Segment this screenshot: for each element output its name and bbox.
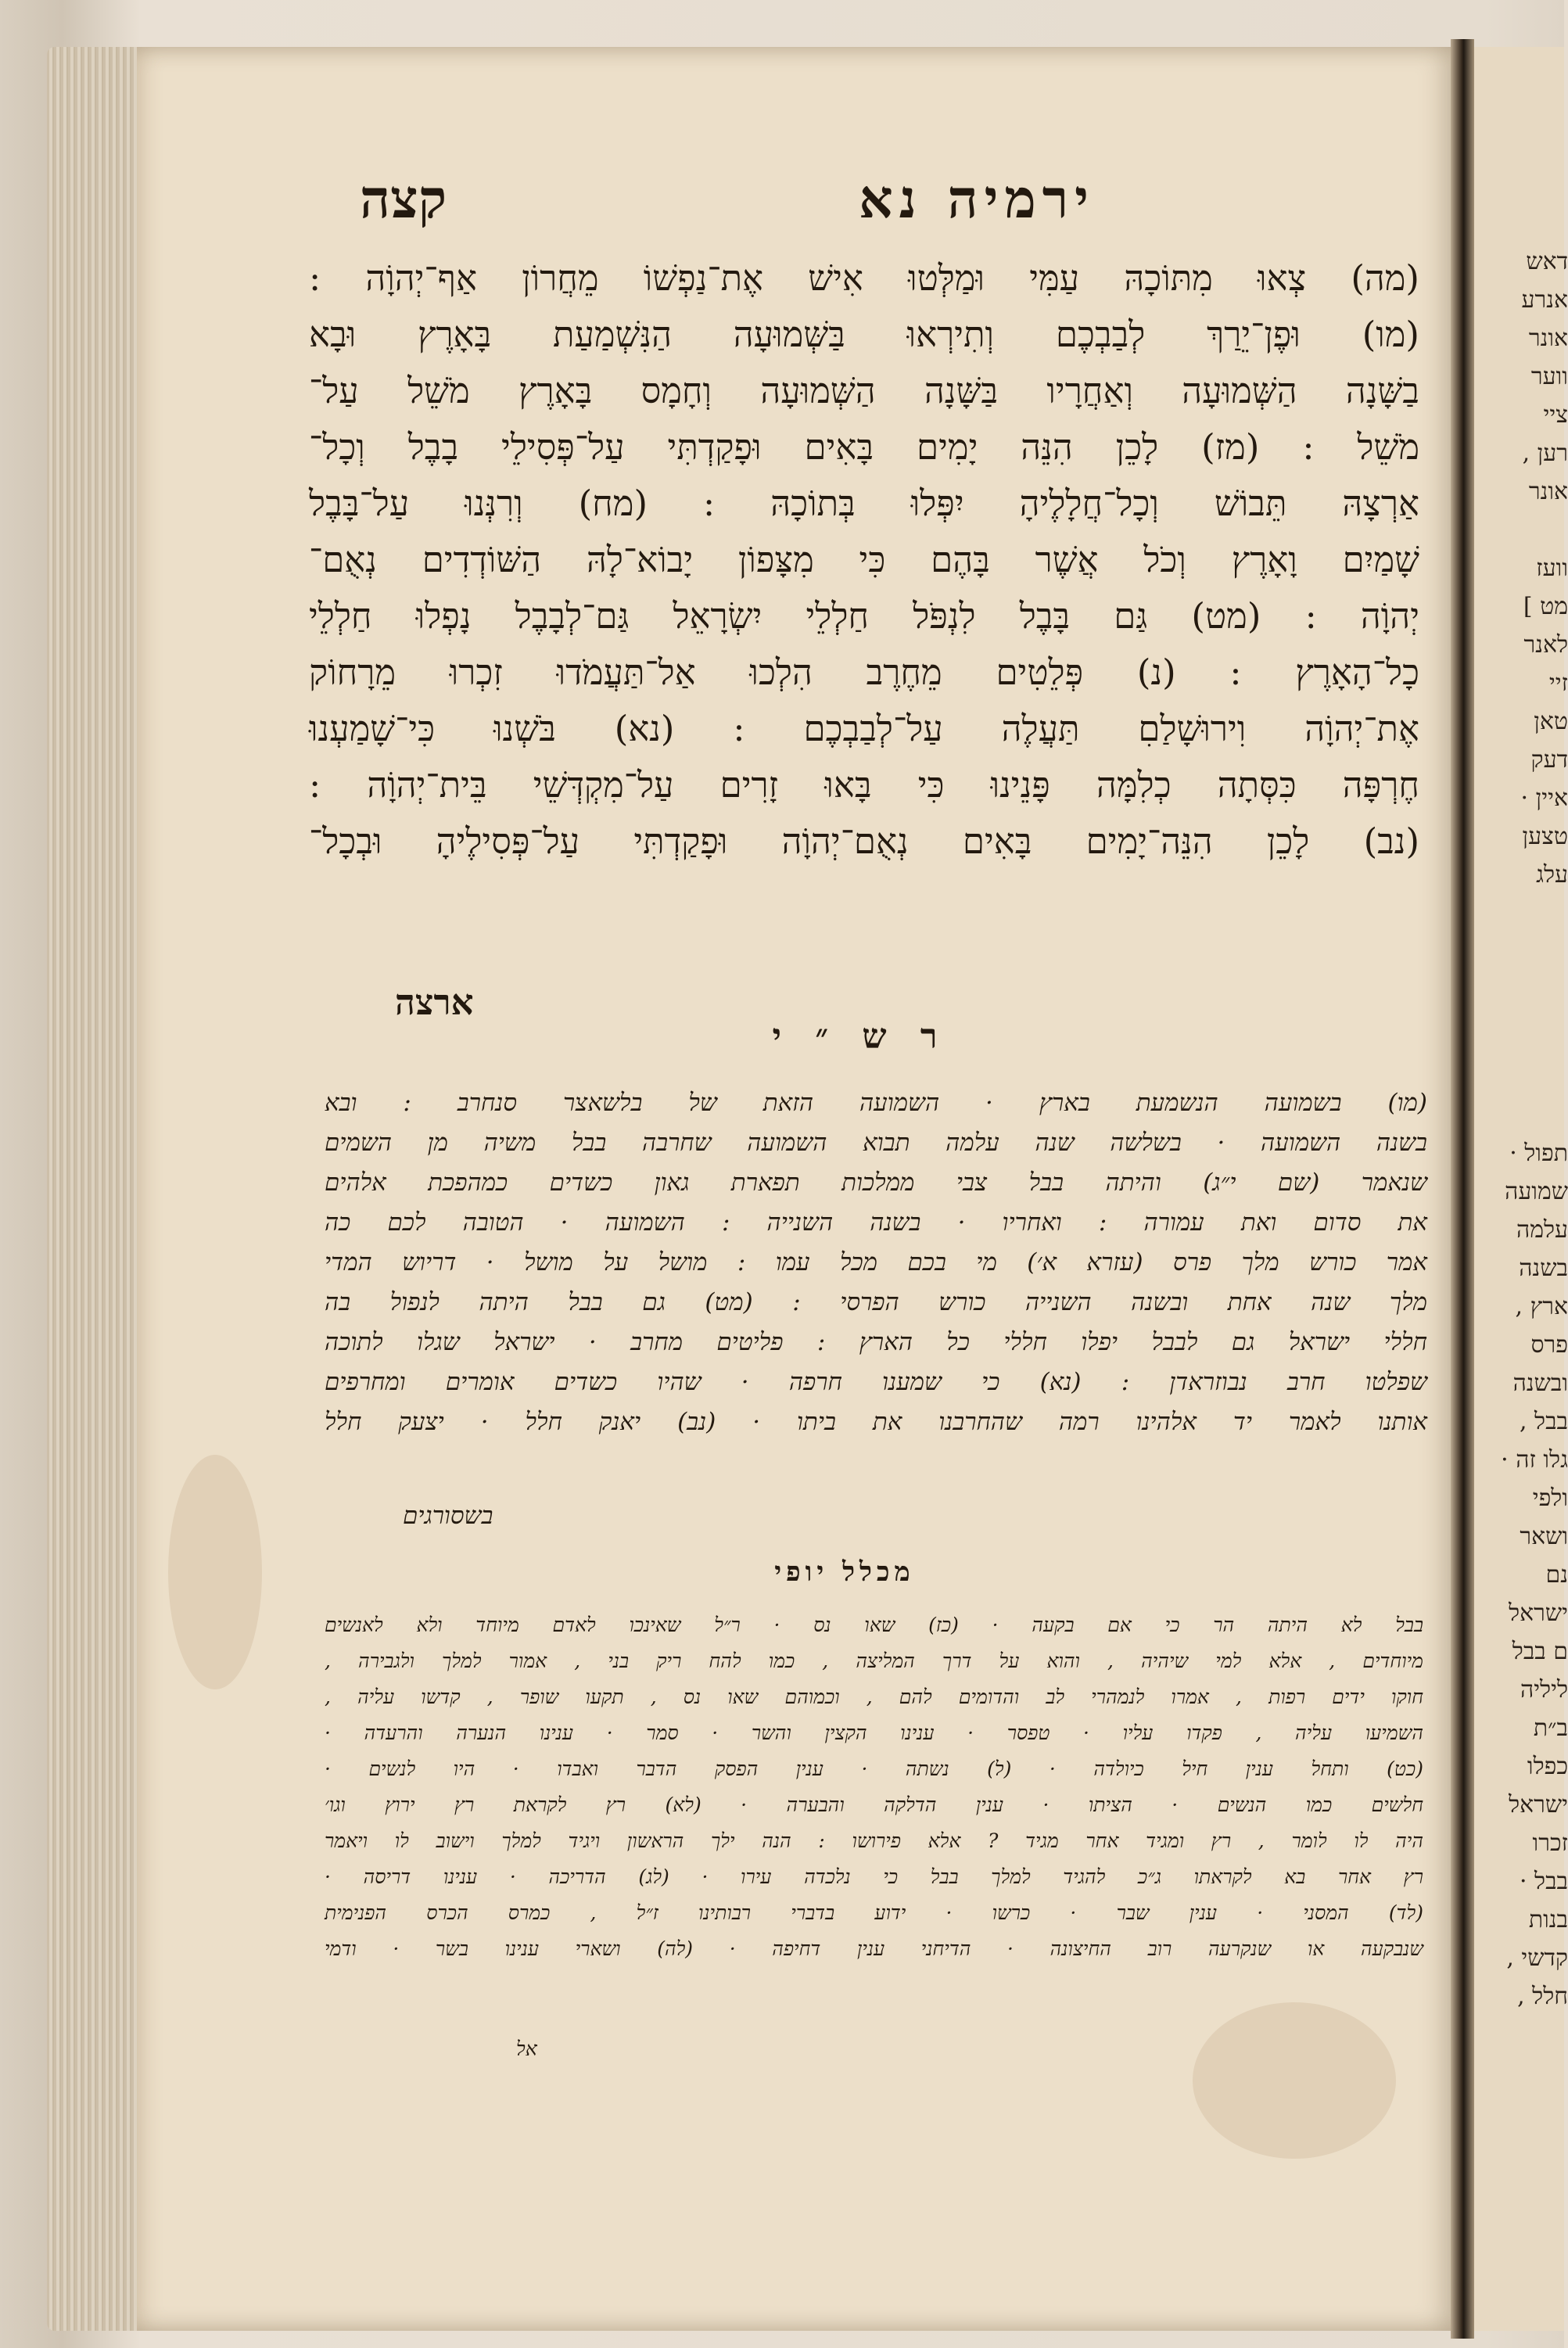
scripture-line: בַשָּׁנָה הַשְּׁמוּעָה וְאַחֲרָיו בַּשָּׁנָה הַשְּׁמוּעָה וְחָמָס בָּאָרֶץ מֹשֵׁל עַל־ <box>309 370 1419 411</box>
facing-page-line: עלמה <box>1516 1216 1568 1244</box>
facing-page-line: נם <box>1545 1561 1568 1589</box>
facing-page-line: וועז <box>1536 555 1568 582</box>
rashi-line: שפלטו חרב נבוזראדן : (נא) כי שמענו חרפה · שהיו כשדים אומרים ומחרפים <box>325 1368 1427 1396</box>
mikhlal-line: בבל לא היתה הר כי אם בקעה · (כז) שאו נס · ר״ל שאינכו לאדם מיוחד ולא לאנשים <box>325 1614 1423 1636</box>
book-gutter <box>1451 39 1474 2339</box>
rashi-line: שנאמר (שם י״ג) והיתה בבל צבי ממלכות תפארת גאון כשדים כמהפכת אלהים <box>325 1169 1427 1197</box>
book-chapter-title: ירמיה נא <box>859 168 1095 231</box>
facing-page-line: דעק <box>1530 746 1568 774</box>
facing-page-line: אונר <box>1528 478 1568 505</box>
paper-stain <box>1193 2002 1396 2159</box>
facing-page-line: ושאר <box>1520 1523 1568 1550</box>
rashi-line: חללי ישראל גם לבבל יפלו חללי כל הארץ : פליטים מחרב · ישראל שגלו לתוכה <box>325 1328 1427 1356</box>
facing-page-line: קדשי , <box>1506 1944 1568 1972</box>
facing-page-line: אנרע <box>1521 286 1568 314</box>
facing-page-line: ולפי <box>1532 1485 1568 1512</box>
facing-page-line: ליליה <box>1520 1676 1568 1704</box>
facing-page-line <box>1482 511 1568 549</box>
facing-page-line: שמועה <box>1505 1178 1568 1205</box>
mikhlal-line: מיוחדים , אלא למי שיהיה , והוא על דרך המליצה , כמו להח ריק בני , אמור למלך ולגבירה , <box>325 1650 1423 1672</box>
book-page-edges <box>47 47 141 2331</box>
facing-page-line: מט ] <box>1523 593 1568 620</box>
facing-page-line: ישראל <box>1509 1599 1568 1627</box>
facing-page-line: טצען <box>1522 823 1568 850</box>
scripture-line: (נב) לָכֵן הִנֵּה־יָמִים בָּאִים נְאֻם־יְהוָֹה וּפָקַדְתִּי עַל־פְּסִילֶיהָ וּבְכָל־ <box>309 820 1419 862</box>
rashi-line: את סדום ואת עמורה : ואחריו · בשנה השנייה : השמועה · הטובה לכם כה <box>325 1208 1427 1237</box>
facing-page-line: ישראל <box>1509 1791 1568 1818</box>
mikhlal-line: רץ אחר בא לקראתו ג״כ להגיד למלך בבל כי נלכדה עירו · (לג) הדריכה · ענינו דריסה · <box>325 1865 1423 1888</box>
facing-page-line: דאש <box>1526 248 1568 275</box>
facing-page-line: ציי <box>1543 401 1568 429</box>
paper-stain <box>168 1455 262 1689</box>
rashi-line: בשנה השמועה · בשלשה שנה עלמה תבוא השמועה שחרבה בבל משיה מן השמים <box>325 1129 1427 1157</box>
facing-page-line: בבל , <box>1519 1408 1568 1435</box>
mikhlal-line: חוקו ידים רפות , אמרו לנמהרי לב והדומים להם , וכמוהם שאו נס , תקעו שופר , קדשו עליה , <box>325 1686 1423 1708</box>
scripture-line: אַרְצָהּ תֵּבוֹשׁ וְכָל־חֲלָלֶיהָ יִפְּלוּ בְּתוֹכָהּ : (מח) וְרִנְּנוּ עַל־בָּבֶל <box>309 483 1419 524</box>
mikhlal-line: היה לו לומר , רץ ומגיד אחר מגיד ? אלא פירושו : הנה ילך הראשון ויגיד למלך וישוב לו ויאמר <box>325 1829 1423 1852</box>
rashi-line: אמר כורש מלך פרס (עזרא א׳) מי בכם מכל עמו : מושל על מושל · דריוש המדי <box>325 1248 1427 1276</box>
facing-page-line: ווער <box>1530 363 1568 390</box>
facing-page-line: לאנר <box>1523 631 1568 659</box>
facing-page-line: רען , <box>1522 440 1568 467</box>
facing-page-line: ם בבל <box>1512 1638 1568 1665</box>
rashi-heading: ר ש ״ י <box>772 1017 949 1057</box>
scripture-line: אֶת־יְהוָֹה וִירוּשָׁלַםִ תַּעֲלֶה עַל־לְבַבְכֶם : (נא) בֹּשְׁנוּ כִּי־שָׁמַעְנוּ <box>309 708 1419 749</box>
facing-page-line: טאן <box>1534 708 1568 735</box>
catchword: ארצה <box>395 982 474 1023</box>
facing-page-line: זכרו <box>1532 1829 1568 1857</box>
scripture-line: (מה) צְאוּ מִתּוֹכָהּ עַמִּי וּמַלְּטוּ אִישׁ אֶת־נַפְשׁוֹ מֵחֲרוֹן אַף־יְהוָֹה : <box>309 257 1419 299</box>
facing-page-line: ובשנה <box>1512 1370 1568 1397</box>
facing-page-line: בבל · <box>1519 1868 1568 1895</box>
running-header <box>235 168 1423 239</box>
facing-page-line: עלג <box>1536 861 1568 889</box>
mikhlal-catchword: אל <box>516 2037 537 2060</box>
rashi-line: (מו) בשמועה הנשמעת בארץ · השמועה הזאת של בלשאצר סנחרב : ובא <box>325 1089 1427 1117</box>
mikhlal-yofi-commentary <box>325 1607 1423 1967</box>
facing-page-line: כפלו <box>1527 1753 1568 1780</box>
scripture-line: מֹשֵׁל : (מז) לָכֵן הִנֵּה יָמִים בָּאִים וּפָקַדְתִּי עַל־פְּסִילֵי בָבֶל וְכָל־ <box>309 426 1419 468</box>
scripture-line: כָל־הָאָרֶץ : (נ) פְּלֵטִים מֵחֶרֶב הִלְכוּ אַל־תַּעֲמֹדוּ זִכְרוּ מֵרָחוֹק <box>309 652 1419 693</box>
facing-page-column-bottom <box>1482 1134 1568 2016</box>
facing-page-line: אונר <box>1528 325 1568 352</box>
rashi-line: מלך שנה אחת ובשנה השנייה כורש הפרסי : (מט) גם בבל היתה לנפול בה <box>325 1288 1427 1316</box>
facing-page-line: פרס <box>1530 1331 1568 1359</box>
scripture-line: שָׁמַיִם וָאָרֶץ וְכֹל אֲשֶׁר בָּהֶם כִּי מִצָּפוֹן יָבוֹא־לָהּ הַשּׁוֹדְדִים נְאֻם־ <box>309 539 1419 580</box>
scripture-line: יְהוָֹה : (מט) גַּם בָּבֶל לִנְפֹּל חַלְלֵי יִשְׂרָאֵל גַּם־לְבָבֶל נָפְלוּ חַלְלֵי <box>309 595 1419 637</box>
facing-page-line: גלו זה · <box>1501 1446 1568 1474</box>
scripture-line: (מו) וּפֶן־יֵרַךְ לְבַבְכֶם וְתִירְאוּ בַּשְּׁמוּעָה הַנִּשְׁמַעַת בָּאָרֶץ וּבָא <box>309 314 1419 355</box>
mikhlal-line: חלשים כמו הנשים · הציתו · ענין הדלקה והבערה · (לא) רץ לקראת רץ ירוץ וגו׳ <box>325 1793 1423 1816</box>
scripture-line: חֶרְפָּה כִּסְּתָה כְלִמָּה פָּנֵינוּ כִּי בָּאוּ זָרִים עַל־מִקְדְּשֵׁי בֵּית־יְהוָֹה : <box>309 764 1419 806</box>
folio-number: קצה <box>360 168 447 231</box>
rashi-line: אותנו לאמר יד אלהינו רמה שהחרבנו את ביתו · (נב) יאנק חלל · יצעק חלל <box>325 1408 1427 1436</box>
facing-page-line: בנות <box>1528 1906 1568 1933</box>
rashi-commentary <box>325 1083 1427 1442</box>
mikhlal-yofi-heading: מכלל יופי <box>774 1556 915 1588</box>
facing-page-line: איין · <box>1520 784 1568 812</box>
mikhlal-line: (כט) ותחל ענין חיל כיולדה · (ל) נשתה · ענין הפסק הדבר ואבדו · היו לנשים · <box>325 1757 1423 1780</box>
facing-page-line: תפול · <box>1509 1140 1568 1167</box>
facing-page-line: ב״ת <box>1533 1714 1568 1742</box>
facing-page-line: חלל , <box>1517 1983 1568 2010</box>
mikhlal-line: השמיעו עליה , פקדו עליו · טפסר · ענינו הקצין והשר · סמר · ענינו הנערה והרעדה · <box>325 1722 1423 1744</box>
facing-page-column-top <box>1482 242 1568 894</box>
mikhlal-line: שנבקעה או שנקרעה רוב החיצונה · הדיחני ענין דחיפה · (לה) ושארי ענינו בשר · ודמי <box>325 1937 1423 1960</box>
facing-page-edge <box>1474 47 1568 2331</box>
facing-page-line: זיי <box>1548 670 1568 697</box>
rashi-catchword: בשסורגים <box>403 1502 493 1530</box>
facing-page-line: בשנה <box>1519 1255 1568 1282</box>
mikhlal-line: (לד) המסני · ענין שבר · כרשו · ידוע בדברי רבותינו ז״ל , כמרס הכרס הפנימית <box>325 1901 1423 1924</box>
facing-page-line: ארץ , <box>1515 1293 1568 1320</box>
scripture-text-block <box>309 250 1419 870</box>
